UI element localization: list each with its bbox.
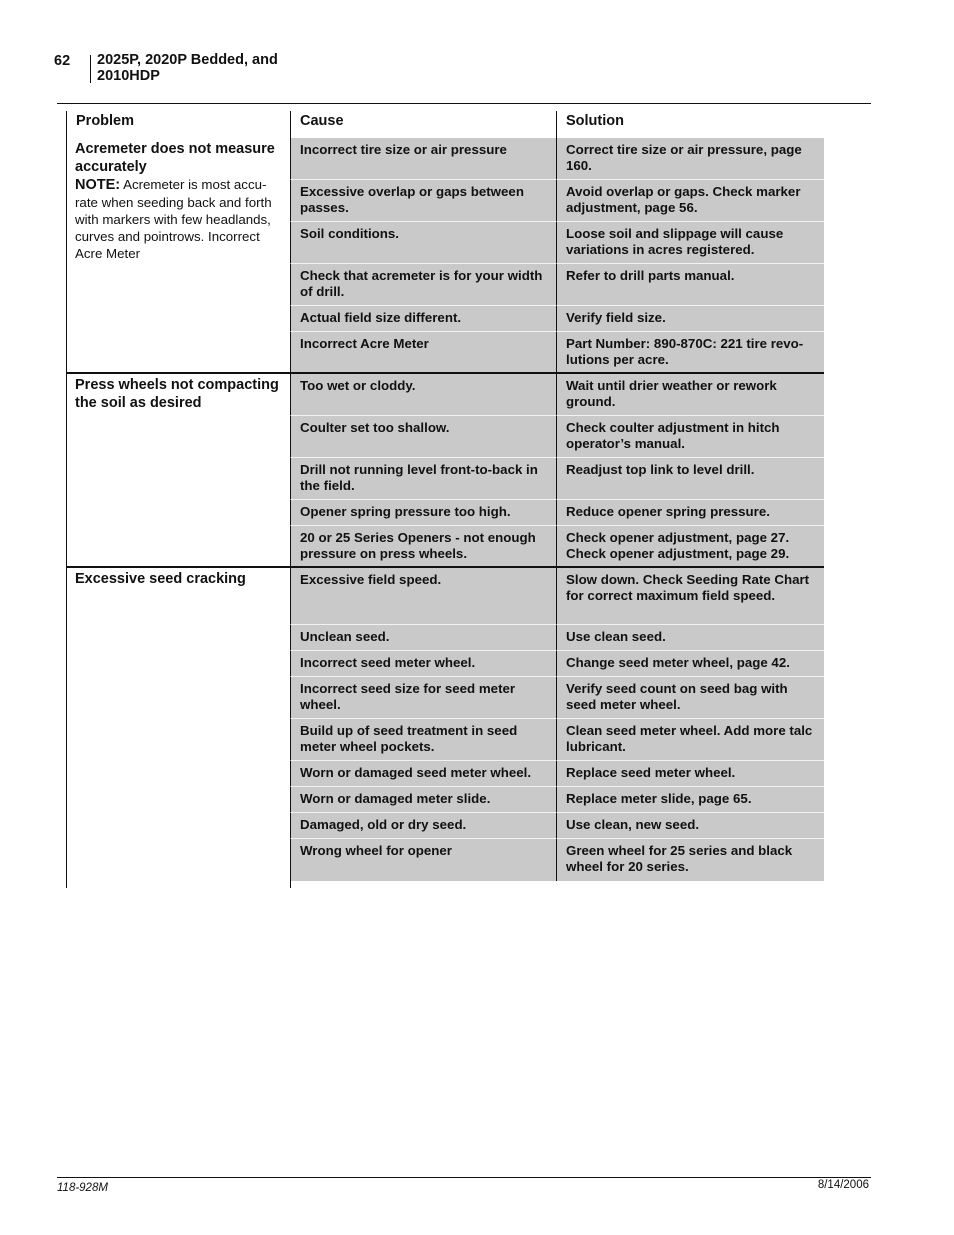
solution-cell: Readjust top link to level drill. bbox=[556, 458, 824, 500]
solution-cell: Slow down. Check Seeding Rate Chart for correct maximum field speed. bbox=[556, 568, 824, 625]
solution-cell: Refer to drill parts manual. bbox=[556, 264, 824, 306]
cause-cell: Incorrect seed meter wheel. bbox=[290, 651, 556, 677]
cause-cell: Too wet or cloddy. bbox=[290, 374, 556, 416]
cause-cell: Excessive overlap or gaps between passes. bbox=[290, 180, 556, 222]
top-rule bbox=[57, 103, 871, 104]
cause-cell: Soil conditions. bbox=[290, 222, 556, 264]
solution-cell: Change seed meter wheel, page 42. bbox=[556, 651, 824, 677]
solution-cell: Clean seed meter wheel. Add more talc lubricant. bbox=[556, 719, 824, 761]
problem-cell bbox=[67, 138, 290, 374]
problem-title: Acremeter does not measure accurately bbox=[75, 141, 275, 175]
problem-note bbox=[75, 176, 282, 262]
cause-cell: Drill not running level front-to-back in the field. bbox=[290, 458, 556, 500]
cause-cell: Incorrect Acre Meter bbox=[290, 332, 556, 374]
note-label: NOTE: bbox=[75, 177, 121, 193]
problem-cell bbox=[67, 374, 290, 568]
solution-cell: Check opener adjustment, page 27. Check opener adjustment, page 29. bbox=[556, 526, 824, 568]
column-header-solution: Solution bbox=[566, 113, 624, 129]
document-title bbox=[97, 53, 337, 84]
cause-cell: Check that acremeter is for your width of drill. bbox=[290, 264, 556, 306]
column-header-problem: Problem bbox=[76, 113, 135, 129]
solution-cell: Use clean seed. bbox=[556, 625, 824, 651]
cause-cell: Damaged, old or dry seed. bbox=[290, 813, 556, 839]
solution-cell: Loose soil and slippage will cause variations in acres registered. bbox=[556, 222, 824, 264]
solution-cell: Wait until drier weather or rework ground. bbox=[556, 374, 824, 416]
problem-title: Excessive seed cracking bbox=[75, 571, 246, 587]
solution-cell: Verify field size. bbox=[556, 306, 824, 332]
solution-cell: Replace meter slide, page 65. bbox=[556, 787, 824, 813]
problem-title: Press wheels not compacting the soil as desired bbox=[75, 377, 279, 411]
cause-cell: Incorrect tire size or air pressure bbox=[290, 138, 556, 180]
column-header-cause: Cause bbox=[300, 113, 344, 129]
cause-cell: Build up of seed treatment in seed meter wheel pockets. bbox=[290, 719, 556, 761]
solution-cell: Reduce opener spring pressure. bbox=[556, 500, 824, 526]
cause-cell: Worn or damaged meter slide. bbox=[290, 787, 556, 813]
solution-cell: Correct tire size or air pressure, page 160. bbox=[556, 138, 824, 180]
solution-cell: Avoid overlap or gaps. Check marker adjustment, page 56. bbox=[556, 180, 824, 222]
document-date: 8/14/2006 bbox=[817, 1179, 869, 1191]
solution-cell: Use clean, new seed. bbox=[556, 813, 824, 839]
cause-cell: Excessive field speed. bbox=[290, 568, 556, 625]
problem-cell bbox=[67, 568, 290, 881]
document-title-line-2: 2010HDP bbox=[97, 67, 160, 84]
note-text: Acremeter is most accu-rate when seeding back and forth with markers with few headlands, curves and pointrows. Incorrect Acre Meter bbox=[75, 177, 272, 261]
header-divider bbox=[90, 55, 91, 83]
document-title-line-1: 2025P, 2020P Bedded, and bbox=[97, 52, 278, 68]
cause-cell: Wrong wheel for opener bbox=[290, 839, 556, 881]
header-divider-solution bbox=[556, 111, 557, 138]
troubleshooting-table bbox=[67, 138, 824, 881]
solution-cell: Replace seed meter wheel. bbox=[556, 761, 824, 787]
cause-cell: Opener spring pressure too high. bbox=[290, 500, 556, 526]
solution-cell: Verify seed count on seed bag with seed meter wheel. bbox=[556, 677, 824, 719]
document-number: 118-928M bbox=[57, 1182, 108, 1194]
bottom-rule bbox=[57, 1177, 871, 1178]
cause-cell: Unclean seed. bbox=[290, 625, 556, 651]
cause-cell: Worn or damaged seed meter wheel. bbox=[290, 761, 556, 787]
solution-cell: Green wheel for 25 series and black wheel for 20 series. bbox=[556, 839, 824, 881]
solution-cell: Part Number: 890-870C: 221 tire revo-lutions per acre. bbox=[556, 332, 824, 374]
cause-cell: 20 or 25 Series Openers - not enough pressure on press wheels. bbox=[290, 526, 556, 568]
solution-cell: Check coulter adjustment in hitch operator’s manual. bbox=[556, 416, 824, 458]
cause-cell: Actual field size different. bbox=[290, 306, 556, 332]
page-number: 62 bbox=[54, 53, 71, 69]
cause-cell: Incorrect seed size for seed meter wheel. bbox=[290, 677, 556, 719]
cause-cell: Coulter set too shallow. bbox=[290, 416, 556, 458]
